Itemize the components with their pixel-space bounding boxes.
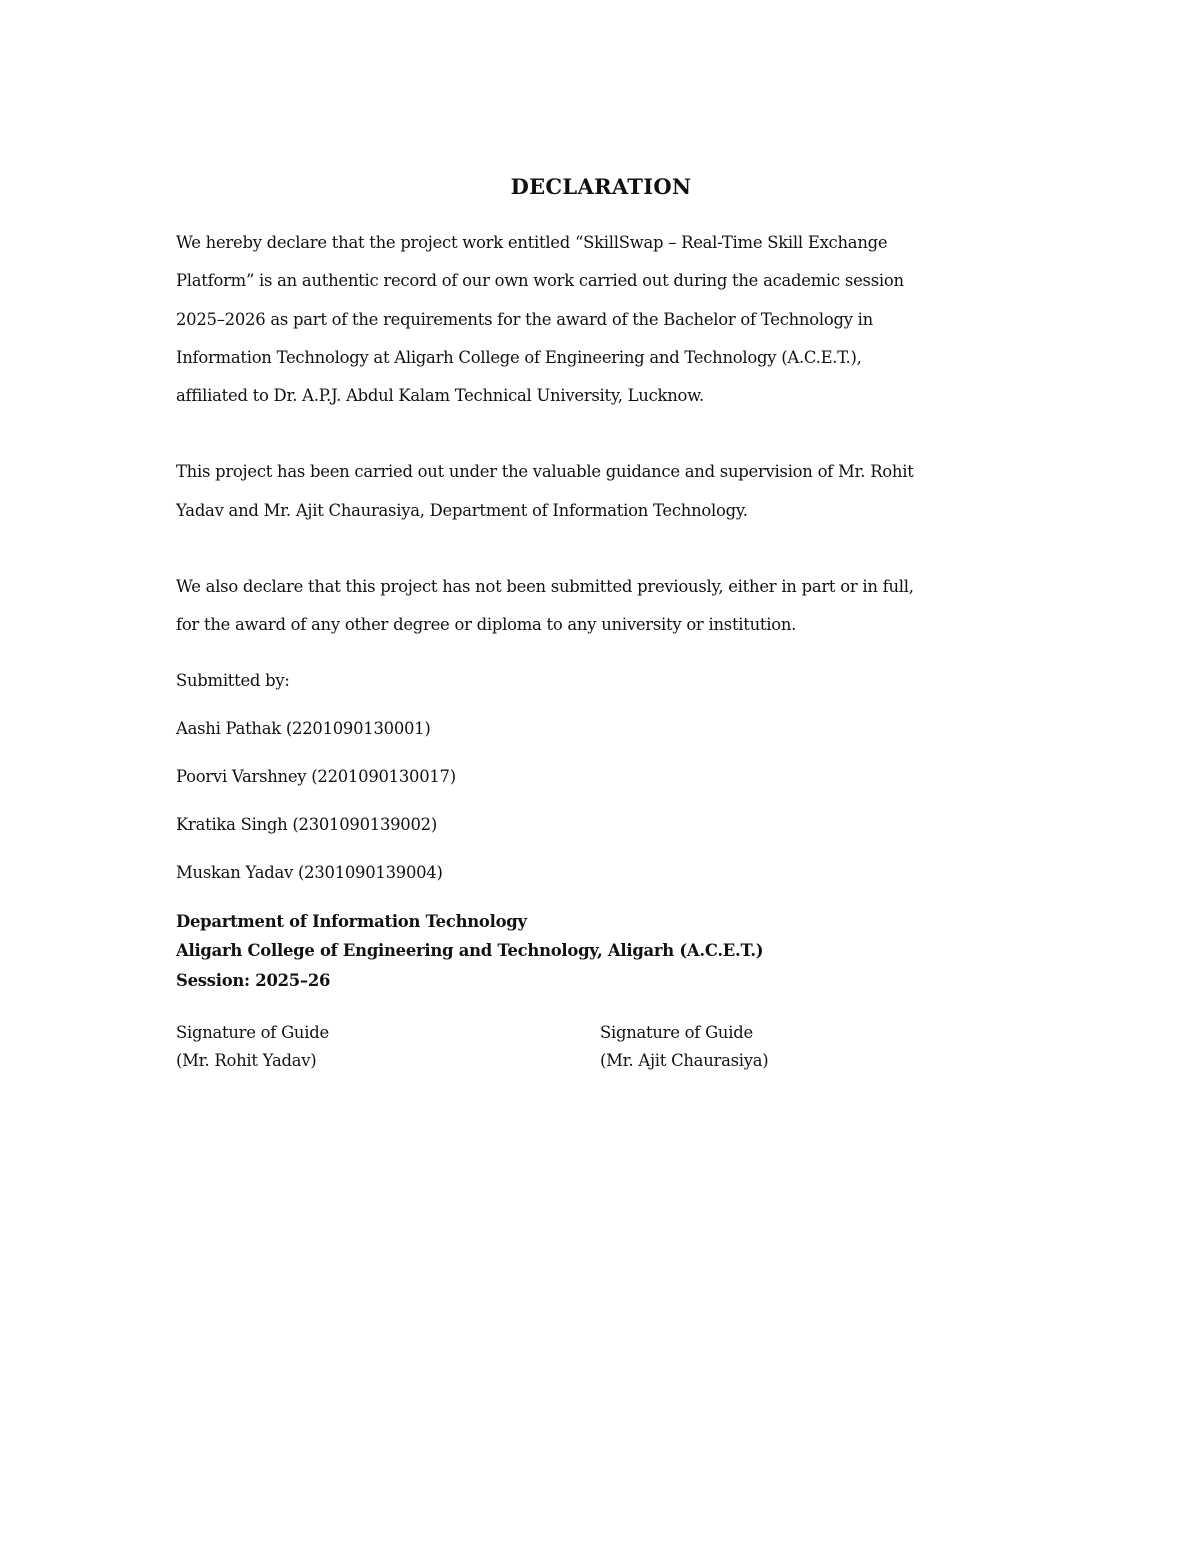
paragraph-line: Information Technology at Aligarh College of Engineering and Technology (A.C.E.T.), xyxy=(176,347,862,367)
paragraph-originality xyxy=(176,568,1026,645)
department-name: Department of Information Technology xyxy=(176,911,527,931)
list-item: Poorvi Varshney (2201090130017) xyxy=(176,766,456,786)
paragraph-spacer xyxy=(176,530,1026,568)
page-title: DECLARATION xyxy=(510,174,692,199)
paragraph-line: We hereby declare that the project work entitled “SkillSwap – Real-Time Skill Exchange xyxy=(176,233,888,252)
signature-name: (Mr. Rohit Yadav) xyxy=(176,1051,317,1071)
paragraph-line: affiliated to Dr. A.P.J. Abdul Kalam Technical University, Lucknow. xyxy=(176,386,704,406)
paragraph-spacer xyxy=(176,415,1026,453)
list-item: Muskan Yadav (2301090139004) xyxy=(176,862,443,882)
signature-block-guide-1 xyxy=(176,1019,600,1075)
college-name: Aligarh College of Engineering and Technology, Aligarh (A.C.E.T.) xyxy=(176,941,764,961)
signature-block-guide-2 xyxy=(600,1019,1024,1075)
paragraph-guidance xyxy=(176,453,1026,530)
signature-label: Signature of Guide xyxy=(600,1023,753,1043)
session-label: Session: 2025–26 xyxy=(176,970,331,990)
paragraph-line: We also declare that this project has not been submitted previously, either in part or in full, xyxy=(176,577,914,597)
paragraph-line: Yadav and Mr. Ajit Chaurasiya, Department of Information Technology. xyxy=(176,500,748,520)
member-list xyxy=(176,705,1026,897)
paragraph-line: for the award of any other degree or diploma to any university or institution. xyxy=(176,615,797,635)
department-block xyxy=(176,907,1026,996)
paragraph-line: Platform” is an authentic record of our own work carried out during the academic session xyxy=(176,271,904,291)
signature-name: (Mr. Ajit Chaurasiya) xyxy=(600,1051,769,1071)
submitted-by-label: Submitted by: xyxy=(176,670,290,690)
list-item: Kratika Singh (2301090139002) xyxy=(176,814,437,834)
paragraph-declaration xyxy=(176,224,1026,415)
signature-label: Signature of Guide xyxy=(176,1023,329,1043)
paragraph-line: 2025–2026 as part of the requirements for the award of the Bachelor of Technology in xyxy=(176,309,873,329)
paragraph-line: This project has been carried out under the valuable guidance and supervision of Mr. Rohit xyxy=(176,462,914,482)
declaration-content xyxy=(176,170,1026,1075)
signature-row xyxy=(176,1019,1026,1075)
list-item: Aashi Pathak (2201090130001) xyxy=(176,718,431,738)
